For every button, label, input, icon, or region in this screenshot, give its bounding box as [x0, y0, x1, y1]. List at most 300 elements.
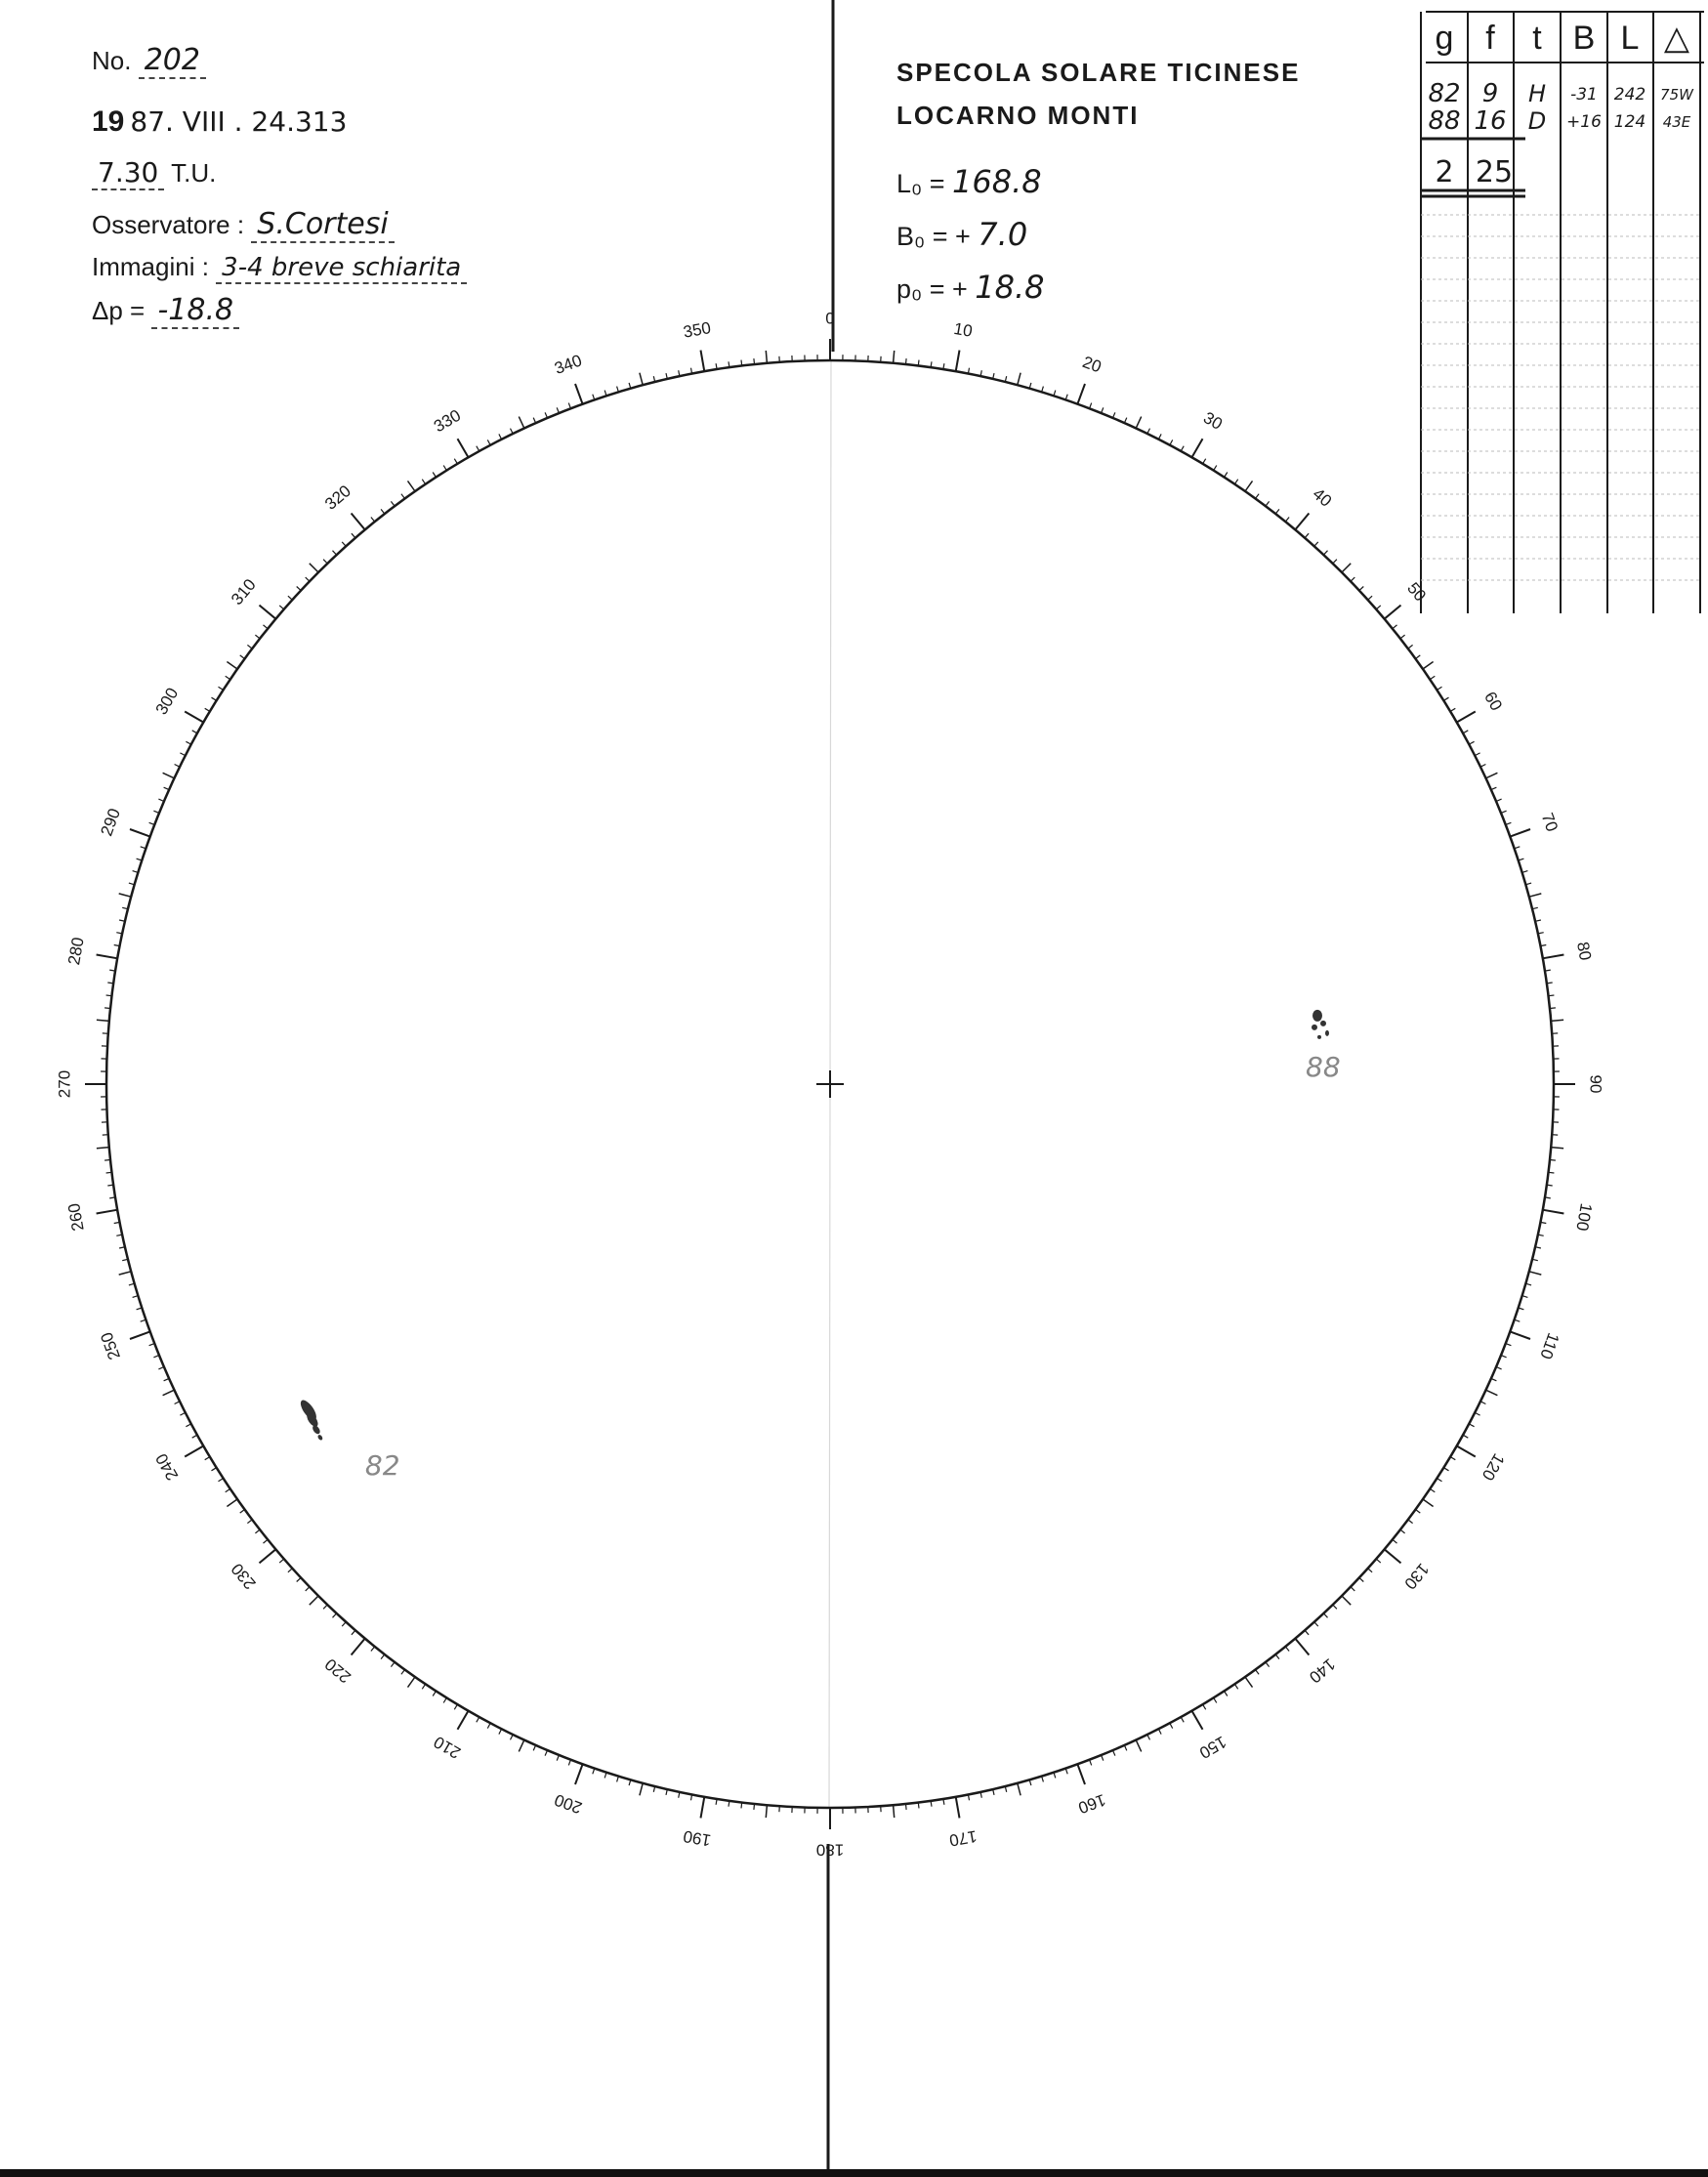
tick-mark — [175, 1402, 180, 1404]
tick-label-100: 100 — [1572, 1201, 1596, 1233]
tick-mark — [1416, 1510, 1421, 1514]
sunspot — [1312, 1010, 1322, 1022]
tick-mark — [352, 1639, 365, 1655]
tick-mark — [371, 1647, 375, 1652]
sunspot-groups — [298, 1010, 1341, 1482]
tick-mark — [1437, 1479, 1442, 1482]
tick-mark — [741, 360, 742, 366]
tick-label-70: 70 — [1537, 810, 1562, 834]
tick-label-270: 270 — [55, 1069, 74, 1099]
tick-mark — [422, 480, 425, 484]
param-B0-value: 7.0 — [978, 216, 1028, 253]
row2-f: 16 — [1474, 106, 1507, 136]
tick-label-140: 140 — [1305, 1654, 1339, 1687]
tick-mark — [1225, 1692, 1228, 1696]
tick-mark — [1543, 1210, 1564, 1214]
tick-mark — [1457, 1446, 1476, 1457]
tick-mark — [1214, 1697, 1217, 1702]
tick-mark — [227, 1499, 237, 1507]
delta-p-value: -18.8 — [151, 293, 239, 329]
tick-label-340: 340 — [552, 351, 585, 379]
tick-mark — [1430, 1488, 1435, 1491]
param-p0-label: p₀ = + — [896, 274, 968, 304]
tick-mark — [255, 1529, 260, 1533]
tick-mark — [1266, 501, 1270, 506]
tick-mark — [1463, 731, 1468, 733]
tick-label-210: 210 — [430, 1732, 465, 1763]
tick-mark — [352, 1630, 355, 1635]
tick-label-90: 90 — [1586, 1074, 1605, 1094]
tick-mark — [1181, 1717, 1184, 1722]
table-header-L: L — [1620, 20, 1640, 57]
tick-mark — [306, 1587, 310, 1591]
tick-mark — [1192, 439, 1203, 457]
time-label: T.U. — [171, 158, 217, 188]
tick-mark — [1342, 564, 1351, 572]
tick-mark — [1550, 1160, 1556, 1161]
row2-delta: 43E — [1662, 113, 1691, 131]
time-value: 7.30 — [92, 156, 164, 190]
tick-mark — [1376, 1559, 1381, 1563]
tick-label-250: 250 — [97, 1329, 125, 1362]
tick-label-10: 10 — [952, 318, 975, 341]
tick-mark — [1543, 955, 1564, 959]
tick-mark — [323, 560, 327, 564]
tick-mark — [575, 384, 583, 404]
tick-mark — [1214, 466, 1217, 471]
delta-p-label: Δp = — [92, 296, 146, 325]
row2-L: 124 — [1613, 112, 1646, 132]
tick-mark — [219, 687, 224, 690]
tick-mark — [226, 1488, 230, 1491]
tick-mark — [1423, 1499, 1434, 1507]
tick-mark — [342, 542, 346, 546]
tick-mark — [454, 459, 457, 464]
tick-label-260: 260 — [64, 1201, 88, 1233]
tick-mark — [1480, 765, 1485, 768]
tick-label-230: 230 — [228, 1559, 260, 1593]
tick-mark — [1416, 655, 1421, 659]
tick-mark — [1314, 542, 1318, 546]
tick-mark — [371, 518, 375, 523]
tick-mark — [458, 1711, 469, 1730]
tick-mark — [1385, 606, 1401, 619]
tick-mark — [1376, 606, 1381, 609]
tick-mark — [279, 1559, 284, 1563]
tick-mark — [701, 1797, 705, 1819]
tick-mark — [1225, 473, 1228, 478]
tick-mark — [1408, 645, 1413, 649]
tick-mark — [1393, 625, 1397, 629]
row1-delta: 75W — [1660, 86, 1693, 104]
tick-mark — [1400, 635, 1405, 639]
row2-t: D — [1527, 107, 1547, 135]
tick-mark — [106, 995, 112, 996]
tick-mark — [333, 1613, 337, 1617]
tick-mark — [186, 1424, 190, 1427]
tick-mark — [1359, 587, 1363, 591]
tick-mark — [352, 533, 355, 538]
tick-mark — [408, 481, 416, 491]
tick-mark — [1529, 1272, 1542, 1275]
total-groups: 2 — [1435, 155, 1454, 189]
row1-f: 9 — [1481, 79, 1499, 108]
tick-mark — [264, 625, 269, 629]
tick-mark — [104, 1008, 110, 1009]
tick-mark — [918, 1803, 919, 1809]
center-cross — [816, 1070, 844, 1098]
tick-mark — [1437, 687, 1442, 690]
tick-mark — [185, 712, 203, 723]
tick-mark — [1077, 384, 1085, 404]
institution-line2: LOCARNO MONTI — [896, 101, 1140, 130]
tick-mark — [477, 1717, 479, 1722]
tick-mark — [1550, 1008, 1556, 1009]
tick-mark — [401, 1670, 405, 1675]
tick-mark — [741, 1803, 742, 1809]
tick-mark — [487, 440, 490, 444]
tick-mark — [1203, 459, 1206, 464]
tick-mark — [1393, 1539, 1397, 1543]
tick-mark — [1400, 1529, 1405, 1533]
tick-label-330: 330 — [430, 405, 465, 437]
tick-mark — [1170, 440, 1173, 444]
tick-label-50: 50 — [1403, 578, 1430, 606]
tick-mark — [1323, 551, 1327, 555]
tick-mark — [894, 1805, 895, 1818]
tick-mark — [1529, 894, 1542, 897]
tick-mark — [212, 697, 217, 700]
tick-mark — [1245, 1677, 1253, 1688]
tick-mark — [1077, 1764, 1085, 1784]
tick-mark — [1359, 1577, 1363, 1581]
tick-mark — [1158, 434, 1161, 439]
tick-mark — [1443, 697, 1448, 700]
tick-mark — [487, 1723, 490, 1728]
tick-mark — [205, 1457, 210, 1460]
tick-label-170: 170 — [947, 1826, 979, 1850]
tick-label-290: 290 — [97, 806, 125, 839]
tick-label-190: 190 — [682, 1826, 713, 1850]
tick-mark — [1450, 1457, 1455, 1460]
tick-mark — [1295, 514, 1309, 530]
tick-label-0: 0 — [825, 309, 835, 328]
tick-mark — [130, 1331, 150, 1339]
sunspot-group-label: 88 — [1306, 1050, 1341, 1083]
tick-mark — [1018, 373, 1021, 386]
tick-mark — [401, 494, 405, 499]
tick-mark — [255, 635, 260, 639]
tick-mark — [1463, 1435, 1468, 1438]
tick-label-40: 40 — [1309, 484, 1336, 511]
tick-mark — [499, 1729, 502, 1734]
tick-mark — [1423, 662, 1434, 670]
tick-mark — [279, 606, 284, 609]
tick-mark — [1147, 429, 1150, 434]
tick-mark — [519, 1740, 524, 1752]
tick-mark — [247, 1520, 252, 1524]
sunspot — [1320, 1021, 1326, 1026]
tick-mark — [1245, 481, 1253, 491]
tick-mark — [391, 501, 395, 506]
sunspot — [1325, 1030, 1329, 1036]
tick-mark — [1234, 1684, 1237, 1689]
images-label: Immagini : — [92, 252, 209, 281]
tick-label-180: 180 — [815, 1840, 845, 1860]
tick-mark — [519, 417, 524, 429]
number-label: No. — [92, 46, 132, 75]
tick-mark — [1285, 1647, 1289, 1652]
tick-mark — [1510, 1331, 1530, 1339]
tick-mark — [219, 1479, 224, 1482]
tick-mark — [511, 1735, 514, 1739]
row1-L: 242 — [1613, 85, 1646, 105]
tick-label-130: 130 — [1400, 1559, 1433, 1593]
tick-mark — [106, 1172, 112, 1173]
tick-mark — [180, 753, 185, 756]
table-header-t: t — [1532, 20, 1542, 57]
tick-label-60: 60 — [1480, 689, 1506, 714]
tick-mark — [175, 765, 180, 768]
tick-label-350: 350 — [682, 318, 713, 342]
tick-mark — [323, 1605, 327, 1609]
tick-mark — [1368, 1569, 1372, 1572]
tick-mark — [1256, 1670, 1260, 1675]
tick-mark — [1457, 712, 1476, 723]
tick-mark — [1333, 1605, 1337, 1609]
observer-value: S.Cortesi — [251, 207, 394, 243]
row2-B: +16 — [1566, 112, 1602, 132]
tick-mark — [1342, 1596, 1351, 1605]
tick-mark — [906, 358, 907, 364]
tick-label-20: 20 — [1080, 353, 1104, 377]
tick-mark — [240, 1510, 245, 1514]
param-L0-value: 168.8 — [952, 163, 1042, 200]
row1-g: 82 — [1428, 79, 1461, 108]
tick-mark — [333, 551, 337, 555]
table-header-B: B — [1572, 20, 1596, 57]
tick-mark — [443, 466, 446, 471]
tick-mark — [226, 676, 230, 679]
observer-label: Osservatore : — [92, 210, 245, 239]
tick-mark — [288, 1569, 292, 1572]
images-value: 3-4 breve schiarita — [216, 253, 467, 284]
tick-mark — [1234, 480, 1237, 484]
tick-mark — [205, 708, 210, 711]
tick-mark — [1295, 1639, 1309, 1655]
row1-t: H — [1527, 80, 1547, 107]
tick-mark — [1475, 1412, 1479, 1415]
tick-mark — [163, 773, 175, 778]
sunspot — [1312, 1025, 1317, 1030]
tick-mark — [104, 1160, 110, 1161]
sunspot-group-label: 82 — [364, 1448, 400, 1482]
tick-mark — [192, 731, 197, 733]
row2-g: 88 — [1428, 106, 1461, 136]
tick-mark — [1285, 518, 1289, 523]
tick-label-320: 320 — [321, 481, 355, 514]
tick-mark — [1323, 1613, 1327, 1617]
tick-mark — [1170, 1723, 1173, 1728]
tick-mark — [391, 1662, 395, 1667]
tick-mark — [1275, 509, 1279, 514]
tick-mark — [1305, 533, 1309, 538]
sunspot — [1317, 1035, 1321, 1039]
tick-mark — [306, 577, 310, 581]
tick-mark — [766, 1805, 767, 1818]
tick-mark — [97, 955, 118, 959]
tick-label-110: 110 — [1536, 1330, 1563, 1362]
tick-mark — [119, 894, 132, 897]
table-header-delta: △ — [1663, 20, 1690, 57]
tick-mark — [1551, 1020, 1563, 1021]
tick-mark — [1305, 1630, 1309, 1635]
tick-label-120: 120 — [1478, 1449, 1509, 1485]
row1-B: -31 — [1570, 85, 1598, 105]
tick-mark — [1385, 1549, 1401, 1563]
tick-mark — [918, 360, 919, 366]
tick-mark — [186, 741, 190, 744]
sunspot-group-88 — [1306, 1010, 1341, 1083]
tick-mark — [342, 1622, 346, 1626]
tick-mark — [1203, 1704, 1206, 1709]
tick-mark — [1192, 1711, 1203, 1730]
tick-mark — [766, 351, 767, 363]
tick-mark — [701, 351, 705, 372]
tick-mark — [454, 1704, 457, 1709]
tick-mark — [1480, 1402, 1485, 1404]
sunspot-group-82 — [298, 1398, 400, 1482]
table-header-g: g — [1435, 20, 1454, 57]
tick-label-200: 200 — [552, 1789, 585, 1818]
tick-mark — [477, 446, 479, 451]
tick-mark — [640, 373, 643, 386]
tick-mark — [1368, 596, 1372, 600]
tick-mark — [956, 1797, 960, 1819]
tick-label-280: 280 — [64, 936, 88, 967]
tick-mark — [1551, 1148, 1563, 1149]
tick-mark — [1510, 829, 1530, 837]
tick-label-240: 240 — [151, 1449, 183, 1485]
tick-mark — [443, 1697, 446, 1702]
tick-mark — [381, 1654, 385, 1659]
tick-mark — [1136, 1740, 1142, 1752]
tick-mark — [906, 1804, 907, 1810]
tick-mark — [1549, 995, 1555, 996]
tick-mark — [1018, 1783, 1021, 1796]
tick-label-160: 160 — [1075, 1789, 1108, 1818]
tick-mark — [754, 1804, 755, 1810]
tick-mark — [458, 439, 469, 457]
tick-mark — [180, 1412, 185, 1415]
tick-mark — [1333, 560, 1337, 564]
tick-mark — [433, 1692, 436, 1696]
date-value: 87. VIII . 24.313 — [130, 105, 348, 138]
tick-mark — [260, 606, 276, 619]
tick-mark — [499, 434, 502, 439]
tick-mark — [1469, 741, 1474, 744]
tick-mark — [422, 1684, 425, 1689]
tick-mark — [1450, 708, 1455, 711]
sunspot — [317, 1434, 324, 1441]
tick-mark — [1136, 417, 1142, 429]
tick-label-150: 150 — [1195, 1732, 1230, 1763]
tick-mark — [260, 1549, 276, 1563]
tick-label-310: 310 — [228, 575, 260, 609]
tick-label-300: 300 — [151, 684, 183, 719]
tick-mark — [310, 1596, 318, 1605]
total-spots: 25 — [1475, 155, 1514, 189]
tick-mark — [1430, 676, 1435, 679]
tick-label-30: 30 — [1200, 408, 1226, 434]
tick-mark — [212, 1468, 217, 1471]
tick-mark — [119, 1272, 132, 1275]
tick-mark — [575, 1764, 583, 1784]
tick-mark — [1469, 1424, 1474, 1427]
tick-mark — [1158, 1729, 1161, 1734]
tick-mark — [640, 1783, 643, 1796]
tick-mark — [956, 351, 960, 372]
tick-mark — [97, 1148, 109, 1149]
tick-mark — [97, 1210, 118, 1214]
tick-mark — [185, 1446, 203, 1457]
param-B0-label: B₀ = + — [896, 222, 971, 251]
tick-mark — [894, 351, 895, 363]
tick-mark — [1351, 1587, 1354, 1591]
param-L0-label: L₀ = — [896, 169, 945, 198]
tick-mark — [352, 514, 365, 530]
tick-mark — [381, 509, 385, 514]
param-p0-value: 18.8 — [975, 269, 1045, 306]
tick-mark — [227, 662, 237, 670]
tick-mark — [192, 1435, 197, 1438]
date-prefix: 19 — [92, 105, 125, 138]
tick-mark — [1486, 1390, 1498, 1396]
tick-mark — [1275, 1654, 1279, 1659]
tick-mark — [130, 829, 150, 837]
tick-mark — [264, 1539, 269, 1543]
tick-label-220: 220 — [321, 1654, 355, 1687]
tick-mark — [163, 1390, 175, 1396]
tick-mark — [297, 587, 301, 591]
tick-mark — [297, 1577, 301, 1581]
tick-mark — [1147, 1735, 1150, 1739]
tick-mark — [1486, 773, 1498, 778]
tick-mark — [1408, 1520, 1413, 1524]
number-value: 202 — [139, 43, 206, 79]
tick-mark — [1351, 577, 1354, 581]
tick-mark — [97, 1020, 109, 1021]
tick-mark — [1443, 1468, 1448, 1471]
tick-mark — [247, 645, 252, 649]
tick-mark — [754, 358, 755, 364]
table-header-f: f — [1485, 20, 1495, 57]
tick-mark — [1475, 753, 1479, 756]
tick-mark — [240, 655, 245, 659]
tick-mark — [1314, 1622, 1318, 1626]
tick-mark — [433, 473, 436, 478]
tick-mark — [1549, 1172, 1555, 1173]
tick-mark — [511, 429, 514, 434]
tick-mark — [310, 564, 318, 572]
tick-label-80: 80 — [1573, 940, 1596, 962]
tick-mark — [1266, 1662, 1270, 1667]
tick-mark — [1181, 446, 1184, 451]
tick-mark — [408, 1677, 416, 1688]
tick-mark — [1256, 494, 1260, 499]
tick-mark — [288, 596, 292, 600]
institution-line1: SPECOLA SOLARE TICINESE — [896, 58, 1301, 87]
